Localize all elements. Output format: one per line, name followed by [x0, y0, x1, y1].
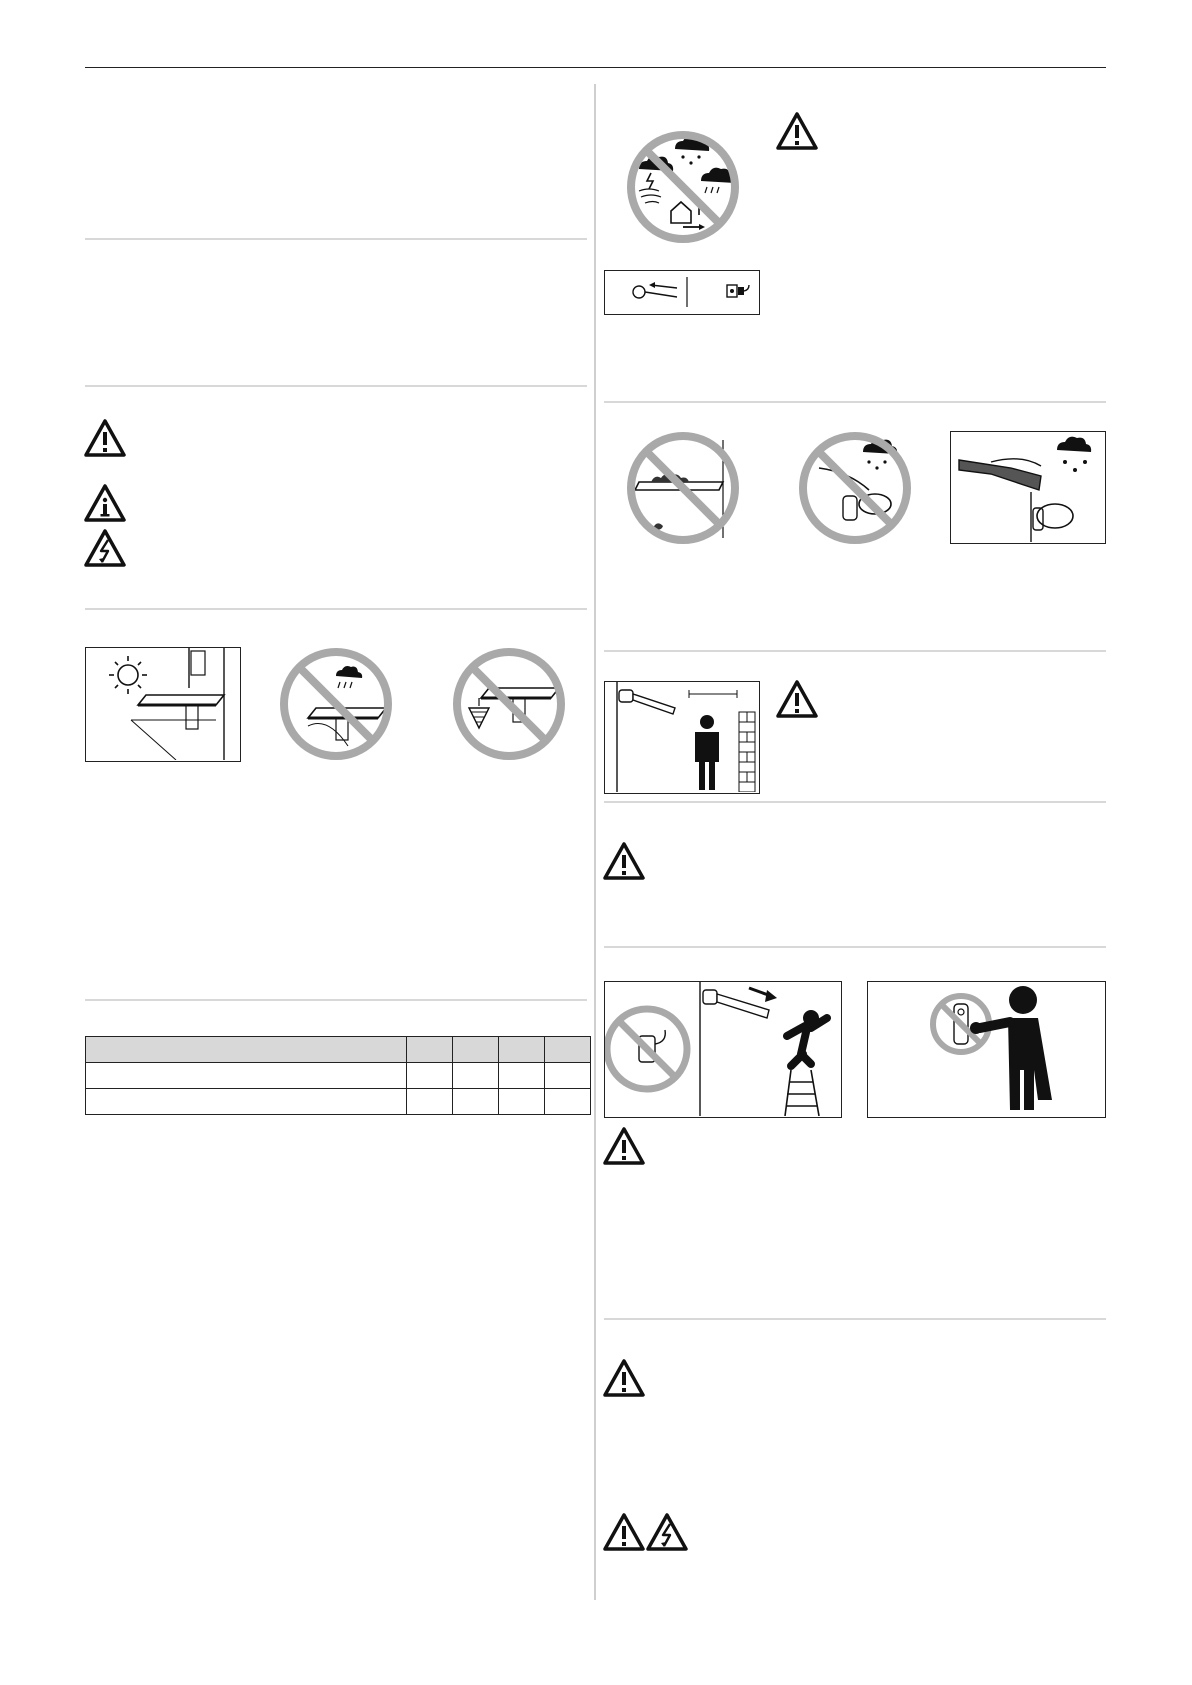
section-separator	[604, 801, 1106, 803]
warning-triangle-icon	[603, 1513, 645, 1551]
section-separator	[85, 238, 587, 240]
sun-icon	[86, 648, 239, 760]
electrical-hazard-icon	[84, 529, 126, 567]
table-cell	[407, 1089, 453, 1115]
warning-triangle-icon	[84, 419, 126, 457]
snowflake-icon	[1063, 460, 1087, 472]
person-icon	[695, 715, 719, 790]
table-cell	[453, 1063, 499, 1089]
snowflake-icon	[681, 155, 700, 164]
warning-triangle-icon	[603, 1127, 645, 1165]
table-cell	[499, 1063, 545, 1089]
section-separator	[85, 608, 587, 610]
section-separator	[604, 650, 1106, 652]
table-cell	[545, 1063, 591, 1089]
section-separator	[604, 401, 1106, 403]
disconnect-power-illustration	[604, 270, 760, 315]
table-cell	[545, 1037, 591, 1063]
unplug-before-maintenance-illustration	[604, 981, 842, 1118]
prohibition-sign-icon	[278, 646, 394, 762]
section-separator	[85, 385, 587, 387]
section-separator	[85, 999, 587, 1001]
plug-icon	[605, 271, 758, 313]
warning-triangle-icon	[776, 112, 818, 150]
table-cell	[86, 1089, 407, 1115]
electrical-hazard-icon	[646, 1513, 688, 1551]
awning-sunny-illustration	[85, 647, 241, 762]
keep-remote-away-from-children-illustration	[867, 981, 1106, 1118]
info-triangle-icon	[84, 484, 126, 522]
minimum-clearance-illustration	[604, 681, 760, 794]
page-header-rule	[85, 67, 1106, 68]
table-cell	[86, 1037, 407, 1063]
section-separator	[604, 1318, 1106, 1320]
prohibition-sign-icon	[451, 646, 567, 762]
table-cell	[86, 1063, 407, 1089]
prohibition-sign-icon	[607, 1009, 687, 1089]
cloud-icon	[1057, 437, 1091, 452]
table-cell	[453, 1089, 499, 1115]
table-row	[86, 1089, 591, 1115]
prohibition-sign-icon	[625, 430, 741, 546]
column-divider	[594, 84, 596, 1600]
section-separator	[604, 946, 1106, 948]
warning-triangle-icon	[776, 680, 818, 718]
table-cell	[407, 1063, 453, 1089]
prohibition-sign-icon	[797, 430, 913, 546]
warning-triangle-icon	[603, 1359, 645, 1397]
person-icon	[787, 1010, 827, 1066]
table-cell	[453, 1037, 499, 1063]
table-cell	[499, 1089, 545, 1115]
snow-on-awning-illustration	[950, 431, 1106, 544]
warning-triangle-icon	[603, 842, 645, 880]
table-cell	[545, 1089, 591, 1115]
table-header-row	[86, 1037, 591, 1063]
technical-data-table	[85, 1036, 591, 1115]
table-cell	[407, 1037, 453, 1063]
snowflake-icon	[867, 460, 886, 469]
prohibition-sign-icon	[625, 129, 741, 245]
cloud-icon	[336, 666, 362, 678]
table-cell	[499, 1037, 545, 1063]
table-row	[86, 1063, 591, 1089]
